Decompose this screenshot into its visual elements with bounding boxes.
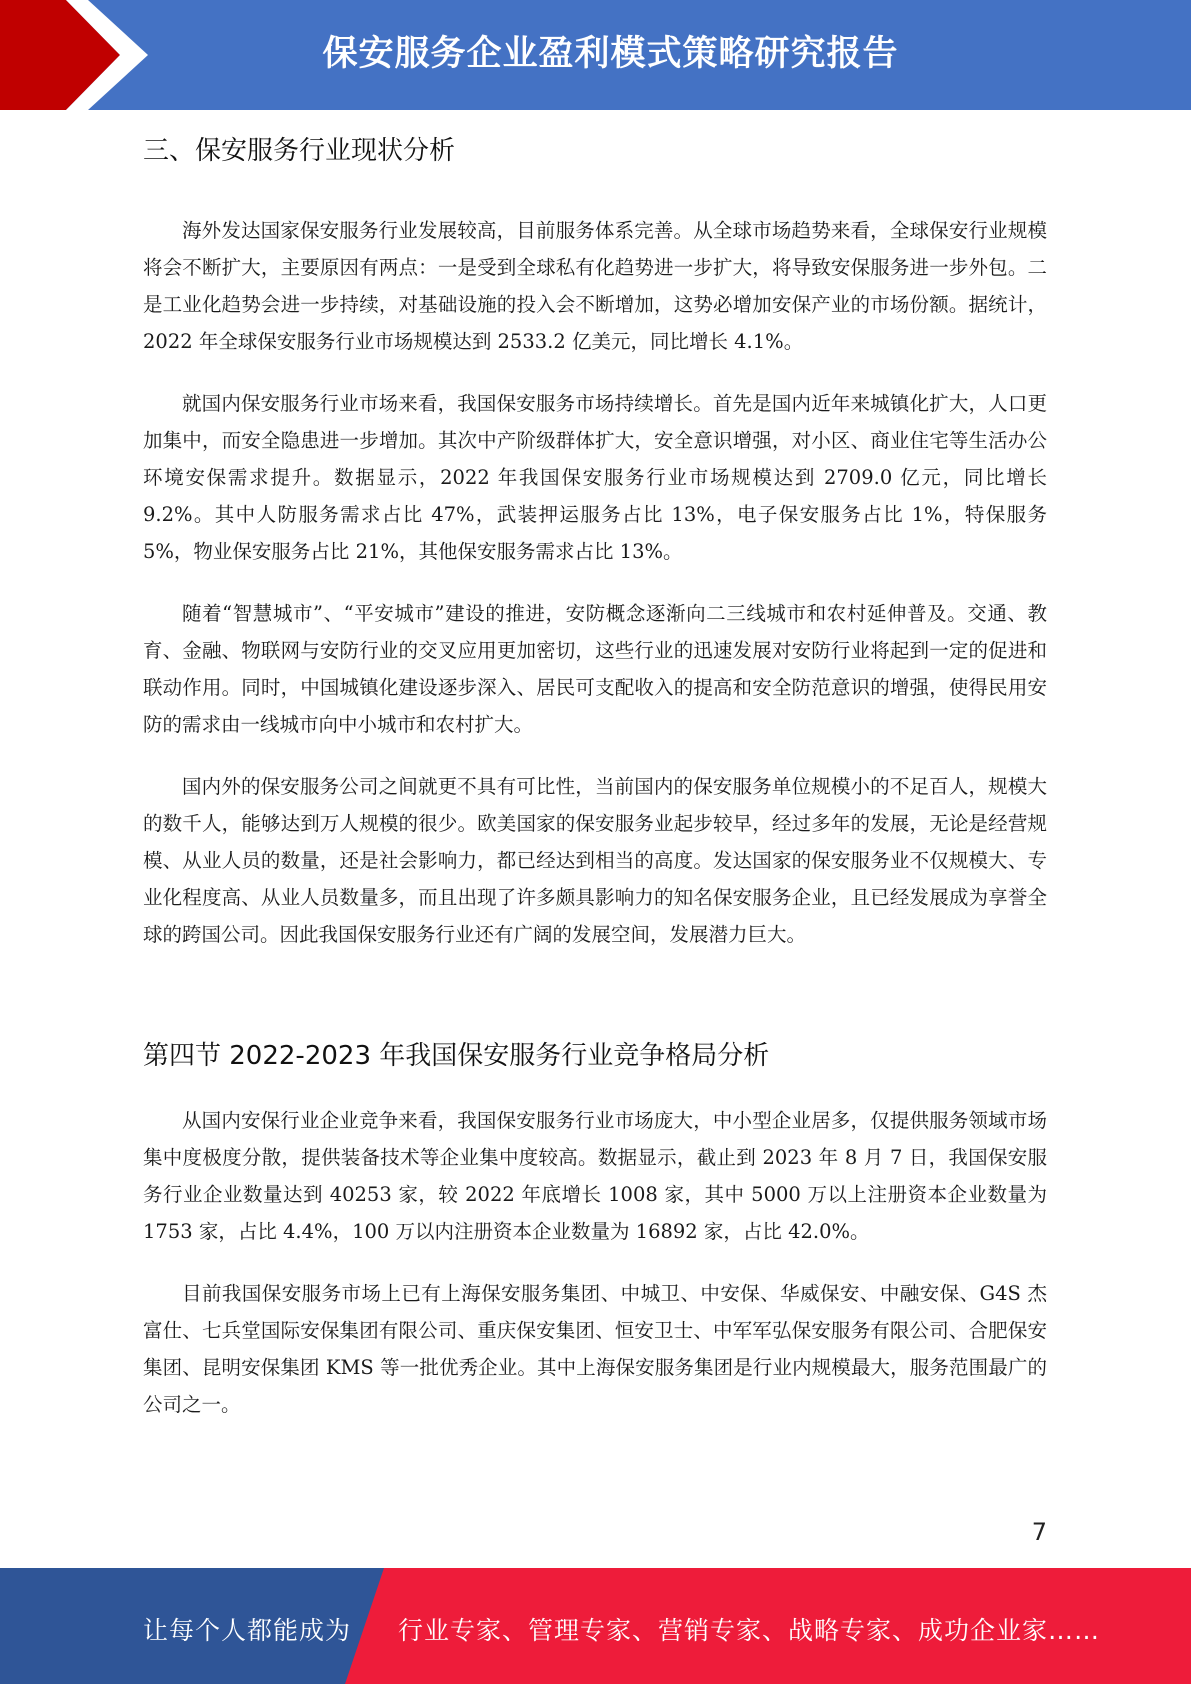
paragraph: 海外发达国家保安服务行业发展较高，目前服务体系完善。从全球市场趋势来看，全球保安行业规模将会不断扩大，主要原因有两点：一是受到全球私有化趋势进一步扩大，将导致安保服务进一步外包。二是工业化趋势会进一步持续，对基础设施的投入会不断增加，这势必增加安保产业的市场份额。据统计，2022 年全球保安服务行业市场规模达到 2533.2 亿美元，同比增长 4.1%。	[143, 219, 1047, 353]
paragraph: 随着“智慧城市”、“平安城市”建设的推进，安防概念逐渐向二三线城市和农村延伸普及。交通、教育、金融、物联网与安防行业的交叉应用更加密切，这些行业的迅速发展对安防行业将起到一定的促进和联动作用。同时，中国城镇化建设逐步深入、居民可支配收入的提高和安全防范意识的增强，使得民用安防的需求由一线城市向中小城市和农村扩大。	[143, 602, 1047, 736]
footer-slogan-right: 行业专家、管理专家、营销专家、战略专家、成功企业家……	[398, 1616, 1101, 1645]
paragraph: 从国内安保行业企业竞争来看，我国保安服务行业市场庞大，中小型企业居多，仅提供服务领域市场集中度极度分散，提供装备技术等企业集中度较高。数据显示，截止到 2023 年 8 月 7 日，我国保安服务行业企业数量达到 40253 家，较 2022 年底增长 1008 家，其中 5000 万以上注册资本企业数量为 1753 家，占比 4.4%，100 万以内注册资本企业数量为 16892 家，占比 42.0%。	[143, 1109, 1047, 1243]
paragraph: 国内外的保安服务公司之间就更不具有可比性，当前国内的保安服务单位规模小的不足百人，规模大的数千人，能够达到万人规模的很少。欧美国家的保安服务业起步较早，经过多年的发展，无论是经营规模、从业人员的数量，还是社会影响力，都已经达到相当的高度。发达国家的保安服务业不仅规模大、专业化程度高、从业人员数量多，而且出现了许多颇具影响力的知名保安服务企业，且已经发展成为享誉全球的跨国公司。因此我国保安服务行业还有广阔的发展空间，发展潜力巨大。	[143, 775, 1047, 946]
paragraph: 目前我国保安服务市场上已有上海保安服务集团、中城卫、中安保、华威保安、中融安保、G4S 杰富仕、七兵堂国际安保集团有限公司、重庆保安集团、恒安卫士、中军军弘保安服务有限公司、合肥保安集团、昆明安保集团 KMS 等一批优秀企业。其中上海保安服务集团是行业内规模最大，服务范围最广的公司之一。	[143, 1282, 1047, 1416]
page-content	[143, 130, 1047, 1423]
header-banner	[0, 0, 1191, 110]
page-number: 7	[1031, 1518, 1047, 1546]
footer-banner	[0, 1568, 1191, 1684]
report-title: 保安服务企业盈利模式策略研究报告	[322, 34, 899, 74]
paragraph: 就国内保安服务行业市场来看，我国保安服务市场持续增长。首先是国内近年来城镇化扩大，人口更加集中，而安全隐患进一步增加。其次中产阶级群体扩大，安全意识增强，对小区、商业住宅等生活办公环境安保需求提升。数据显示，2022 年我国保安服务行业市场规模达到 2709.0 亿元，同比增长 9.2%。其中人防服务需求占比 47%，武装押运服务占比 13%，电子保安服务占比 1%，特保服务 5%，物业保安服务占比 21%，其他保安服务需求占比 13%。	[143, 392, 1047, 563]
section-heading-3: 三、保安服务行业现状分析	[143, 136, 456, 166]
section-heading-4: 第四节 2022-2023 年我国保安服务行业竞争格局分析	[143, 1041, 770, 1071]
footer-slogan-left: 让每个人都能成为	[143, 1616, 352, 1645]
